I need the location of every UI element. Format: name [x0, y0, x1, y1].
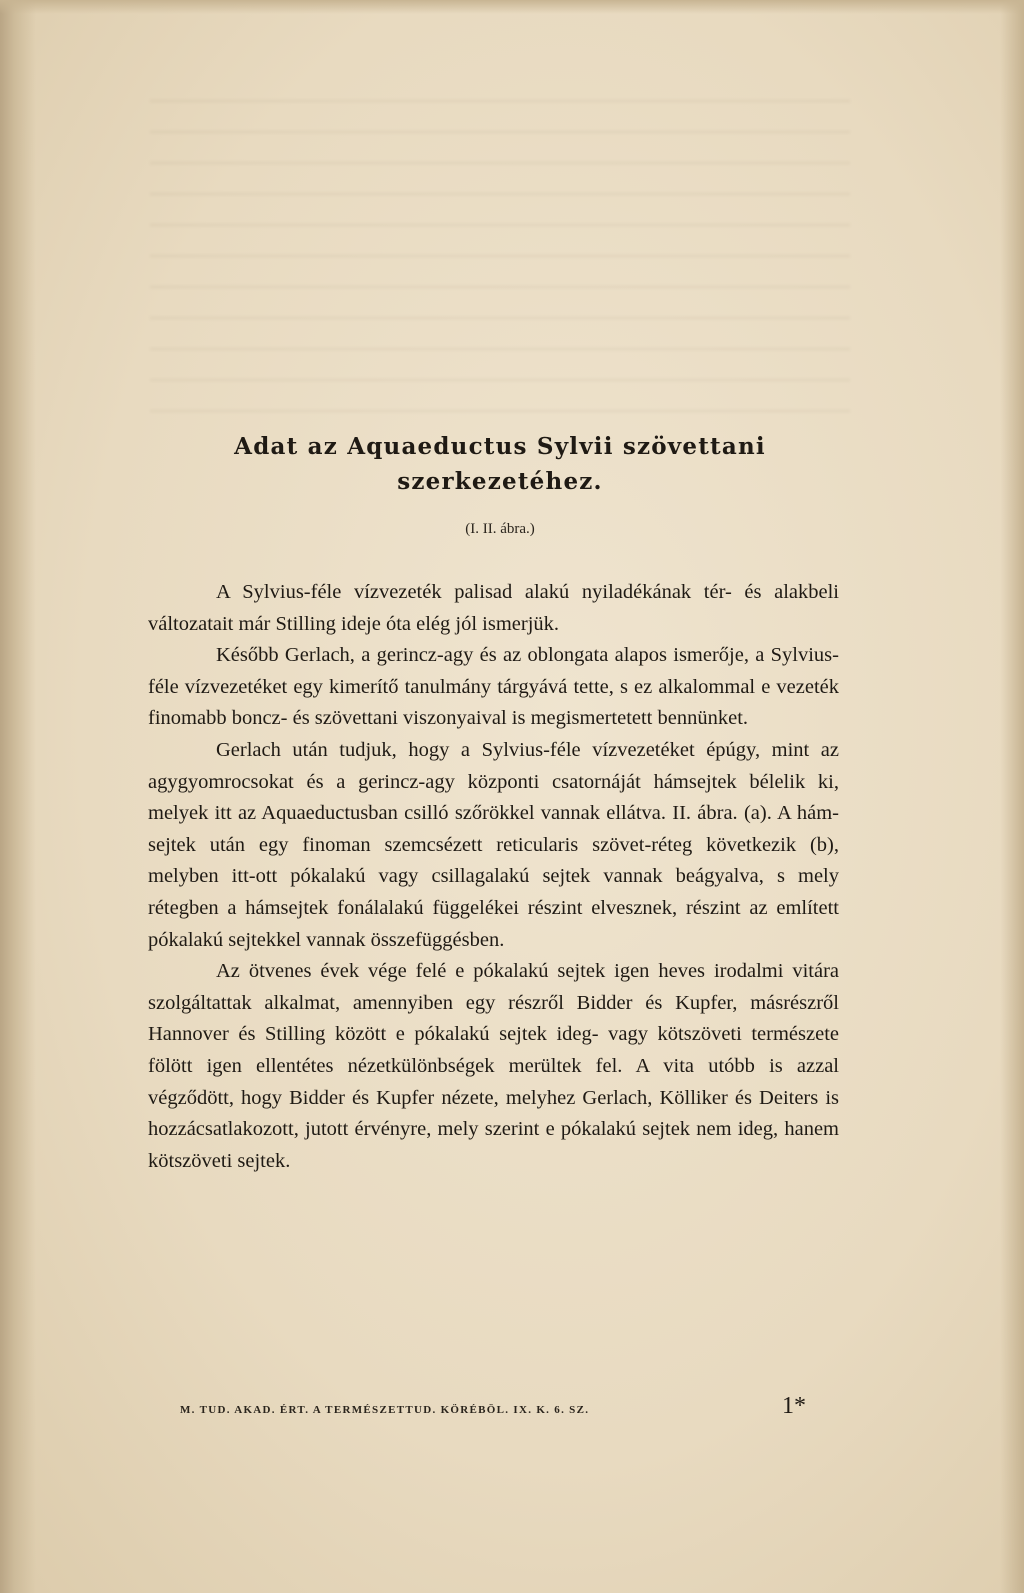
paragraph-4: Az ötvenes évek vége felé e pókalakú sejtek igen heves irodalmi vitára szolgáltattak alkalmat, amennyiben egy részről Bidder és Kupfer, másrészről Hannover és Stilling között e pókalakú sejtek ideg- vagy kötszöveti természete fölött igen ellentétes nézetkülönbségek merültek fel. A vita utóbb is azzal végződött, hogy Bidder és Kupfer nézete, melyhez Gerlach, Kölliker és Deiters is hozzácsatlakozott, jutott érvényre, mely szerint e pókalakú sejtek nem ideg, hanem kötszöveti sejtek. — [148, 960, 839, 1172]
journal-footer: M. TUD. AKAD. ÉRT. A TERMÉSZETTUD. KÖRÉBÖL. IX. K. 6. SZ. — [180, 1404, 590, 1416]
article-title-line-1: Adat az Aquaeductus Sylvii szövettani — [234, 433, 766, 460]
paragraph-2: Később Gerlach, a gerincz-agy és az oblongata alapos ismerője, a Sylvius-féle vízvezetéket egy kimerítő tanulmány tárgyává tette, s ez alkalommal e vezeték finomabb boncz- és szövettani viszonyaival is megismertetett bennünket. — [148, 644, 839, 730]
paragraph-3: Gerlach után tudjuk, hogy a Sylvius-féle vízvezetéket épúgy, mint az agygyomrocsokat és a gerincz-agy központi csatornáját hámsejtek bélelik ki, melyek itt az Aquaeductusban csilló szőrökkel vannak ellátva. II. ábra. (a). A hám-sejtek után egy finoman szemcsézett reticularis szövet-réteg következik (b), melyben itt-ott pókalakú vagy csillagalakú sejtek vannak beágyalva, s mely rétegben a hámsejtek fonálalakú függelékei részint elvesznek, részint az említett pókalakú sejtekkel vannak összefüggésben. — [148, 738, 839, 951]
page-edge-right — [1000, 0, 1024, 1593]
page-edge-top — [0, 0, 1024, 14]
show-through-shadow — [150, 100, 850, 430]
paragraph-1: A Sylvius-féle vízvezeték palisad alakú nyiladékának tér- és alakbeli változatait már Stilling ideje óta elég jól ismerjük. — [148, 581, 839, 635]
article-title-line-2: szerkezetéhez. — [397, 468, 603, 495]
printer-signature-mark: 1* — [782, 1393, 806, 1419]
page-edge-left — [0, 0, 36, 1593]
article-body — [148, 577, 839, 1177]
figure-reference: (I. II. ábra.) — [465, 521, 535, 537]
